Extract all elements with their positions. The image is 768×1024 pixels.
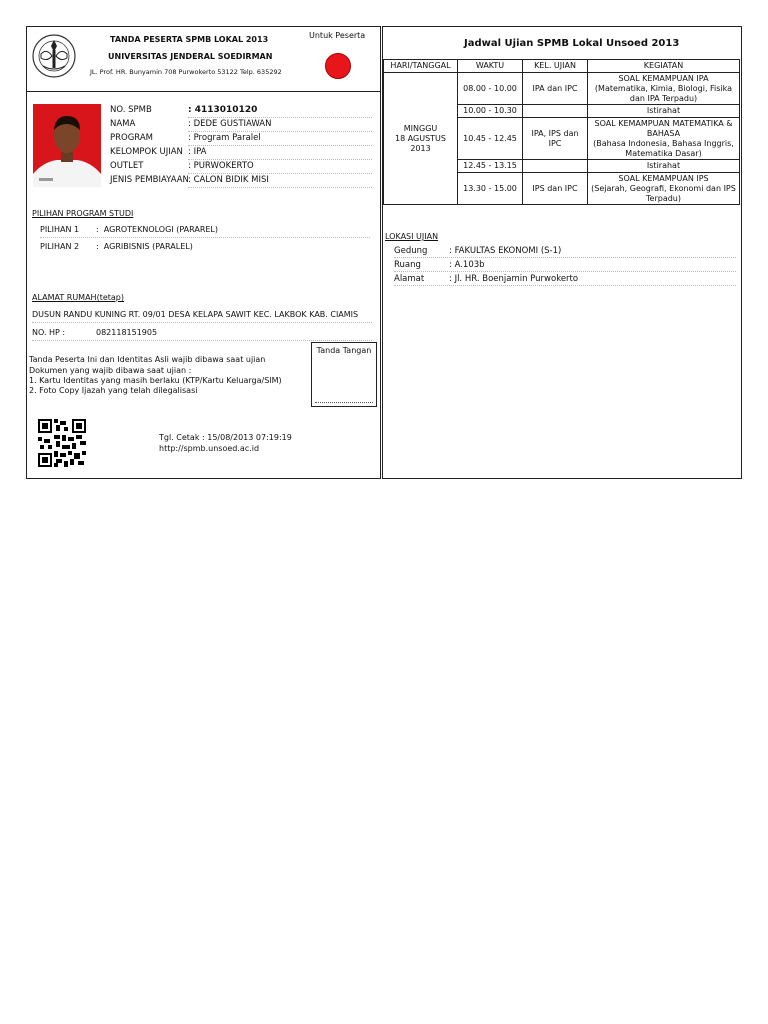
schedule-title: Jadwal Ujian SPMB Lokal Unsoed 2013 <box>464 38 680 49</box>
card-title: TANDA PESERTA SPMB LOKAL 2013 <box>110 35 269 44</box>
field-no-spmb: NO. SPMB : 4113010120 <box>110 104 372 117</box>
header-group: KEL. UJIAN <box>523 60 588 73</box>
note-1: Tanda Peserta Ini dan Identitas Asli wajib dibawa saat ujian <box>29 355 266 364</box>
schedule-row: 13.30 - 15.00 IPS dan IPC SOAL KEMAMPUAN IPS (Sejarah, Geografi, Ekonomi dan IPS Terpadu) <box>384 173 740 205</box>
schedule-row: MINGGU 18 AGUSTUS 2013 08.00 - 10.00 IPA dan IPC SOAL KEMAMPUAN IPA (Matematika, Kimia, Biologi, Fisika dan IPA Terpadu) <box>384 73 740 105</box>
schedule-row: 12.45 - 13.15 Istirahat <box>384 160 740 173</box>
signature-box <box>311 342 377 407</box>
print-time: Tgl. Cetak : 15/08/2013 07:19:19 <box>159 433 292 442</box>
schedule-table <box>383 59 740 205</box>
header-divider <box>26 91 381 92</box>
field-kelompok-ujian: KELOMPOK UJIAN : IPA <box>110 146 372 159</box>
university-name: UNIVERSITAS JENDERAL SOEDIRMAN <box>108 52 273 61</box>
schedule-header-row <box>384 60 740 73</box>
location-alamat: Alamat : Jl. HR. Boenjamin Purwokerto <box>394 273 736 286</box>
stamp-dot <box>325 53 351 79</box>
note-3: 1. Kartu Identitas yang masih berlaku (KTP/Kartu Keluarga/SIM) <box>29 376 282 385</box>
schedule-row: 10.45 - 12.45 IPA, IPS dan IPC SOAL KEMAMPUAN MATEMATIKA & BAHASA (Bahasa Indonesia, Bahasa Inggris, Matematika Dasar) <box>384 118 740 160</box>
field-outlet: OUTLET : PURWOKERTO <box>110 160 372 173</box>
university-address: JL. Prof. HR. Bunyamin 708 Purwokerto 53122 Telp. 635292 <box>90 68 282 76</box>
website: http://spmb.unsoed.ac.id <box>159 444 260 453</box>
header-day: HARI/TANGGAL <box>384 60 458 73</box>
location-heading: LOKASI UJIAN <box>385 232 439 241</box>
note-4: 2. Foto Copy Ijazah yang telah dilegalisasi <box>29 386 198 395</box>
spmb-number: : 4113010120 <box>188 105 372 118</box>
copy-label: Untuk Peserta <box>309 31 366 40</box>
choice-2: PILIHAN 2 : AGRIBISNIS (PARALEL) <box>40 242 193 251</box>
signature-label: Tanda Tangan <box>316 346 372 355</box>
choice-1: PILIHAN 1 : AGROTEKNOLOGI (PARAREL) <box>40 225 370 238</box>
note-2: Dokumen yang wajib dibawa saat ujian : <box>29 366 192 375</box>
schedule-row: 10.00 - 10.30 Istirahat <box>384 105 740 118</box>
field-jenis-pembiayaan: JENIS PEMBIAYAAN : CALON BIDIK MISI <box>110 174 372 187</box>
field-program: PROGRAM : Program Paralel <box>110 132 372 145</box>
location-gedung: Gedung : FAKULTAS EKONOMI (S-1) <box>394 245 736 258</box>
phone-number: 082118151905 <box>96 328 158 337</box>
participant-photo <box>33 104 101 187</box>
university-logo <box>31 32 77 80</box>
home-address: DUSUN RANDU KUNING RT. 09/01 DESA KELAPA SAWIT KEC. LAKBOK KAB. CIAMIS <box>32 310 372 323</box>
field-nama: NAMA : DEDE GUSTIAWAN <box>110 118 372 131</box>
qr-code <box>38 419 86 467</box>
header-time: WAKTU <box>458 60 523 73</box>
home-heading: ALAMAT RUMAH(tetap) <box>32 293 124 302</box>
location-ruang: Ruang : A.103b <box>394 259 736 272</box>
phone-row: NO. HP : 082118151905 <box>32 328 372 341</box>
signature-line <box>315 402 373 403</box>
schedule-day: MINGGU 18 AGUSTUS 2013 <box>384 73 458 205</box>
program-heading: PILIHAN PROGRAM STUDI <box>32 209 134 218</box>
header-activity: KEGIATAN <box>588 60 740 73</box>
